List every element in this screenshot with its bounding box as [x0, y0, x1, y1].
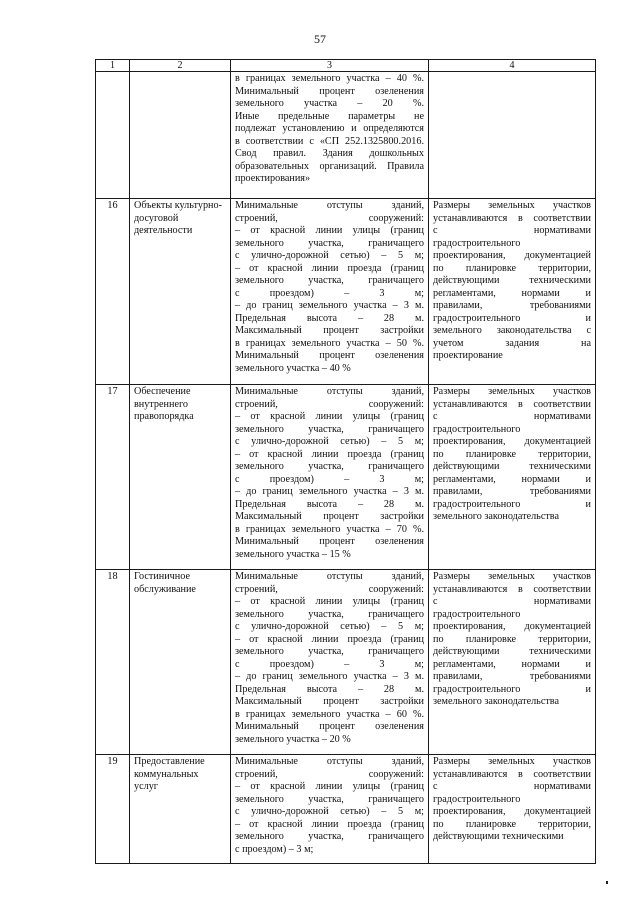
use-name-cell: [130, 755, 231, 864]
row-number-cell: [96, 72, 130, 199]
cell-line: с проездом) – 3 м;: [235, 843, 314, 855]
cell-line: проектирования, документацией: [433, 436, 591, 447]
cell-line: правопорядка: [134, 411, 194, 422]
cell-line: строений, сооружений:: [235, 398, 424, 410]
cell-line: Минимальный процент озеленения: [235, 721, 424, 732]
cell-line: Минимальные отступы зданий,: [235, 571, 424, 582]
table-row: [96, 755, 596, 864]
cell-line: Свод правил. Здания дошкольных: [235, 148, 424, 159]
cell-line: земельного участка, граничащего: [235, 646, 424, 657]
cell-line: Объекты культурно-: [134, 200, 222, 211]
cell-line: в границах земельного участка – 50 %.: [235, 337, 424, 349]
cell-line: действующими техническими: [433, 275, 591, 286]
cell-line: – от красной линии проезда (границ: [235, 633, 424, 645]
table-row: [96, 385, 596, 570]
cell-line: правилами, требованиями: [433, 671, 591, 682]
cell-line: строений, сооружений:: [235, 768, 424, 780]
cell-line: правилами, требованиями: [433, 300, 591, 311]
table-row-continuation: [96, 72, 596, 199]
cell-line: земельного участка – 15 %: [235, 548, 351, 560]
cell-line: Минимальные отступы зданий,: [235, 756, 424, 767]
cell-line: градостроительного и: [433, 312, 591, 324]
cell-line: правилами, требованиями: [433, 486, 591, 497]
cell-line: проектирование: [433, 350, 503, 361]
header-row: [96, 60, 596, 72]
cell-line: в границах земельного участка – 60 %.: [235, 708, 424, 720]
cell-line: проектирования, документацией: [433, 621, 591, 632]
cell-line: градостроительного и: [433, 498, 591, 510]
cell-line: с проездом) – 3 м;: [235, 658, 424, 670]
cell-line: регламентами, нормами и: [433, 658, 591, 670]
cell-line: действующими техническими: [433, 831, 564, 842]
page-number: 57: [314, 32, 326, 46]
cell-line: – от красной линии проезда (границ: [235, 262, 424, 274]
cell-line: земельного законодательства: [433, 511, 559, 522]
cell-line: обслуживание: [134, 583, 196, 595]
parameters-cell: [231, 755, 429, 864]
cell-line: деятельности: [134, 225, 193, 236]
cell-line: земельного участка – 20 %.: [235, 98, 424, 109]
use-name-cell: [130, 385, 231, 570]
cell-line: с улично-дорожной сетью) – 5 м;: [235, 806, 424, 817]
cell-line: земельного участка, граничащего: [235, 831, 424, 842]
cell-line: с нормативами: [433, 596, 591, 607]
cell-line: услуг: [134, 781, 158, 792]
cell-line: по планировке территории,: [433, 448, 591, 460]
row-number-cell: 16: [96, 199, 130, 385]
cell-line: учетом задания на: [433, 337, 591, 349]
cell-line: градостроительного: [433, 237, 521, 249]
cell-line: – до границ земельного участка – 3 м.: [235, 671, 424, 682]
cell-line: Размеры земельных участков: [433, 200, 591, 211]
cell-line: досуговой: [134, 212, 179, 224]
cell-line: проектирования, документацией: [433, 806, 591, 817]
plot-size-cell: [429, 72, 596, 199]
cell-line: регламентами, нормами и: [433, 287, 591, 299]
plot-size-cell: [429, 199, 596, 385]
cell-line: действующими техническими: [433, 646, 591, 657]
cell-line: внутреннего: [134, 398, 188, 410]
cell-line: земельного участка – 40 %: [235, 362, 351, 374]
use-name-cell: [130, 199, 231, 385]
cell-line: градостроительного: [433, 608, 521, 620]
cell-line: – от красной линии улицы (границ: [235, 596, 424, 607]
cell-line: – до границ земельного участка – 3 м.: [235, 300, 424, 311]
cell-line: – до границ земельного участка – 3 м.: [235, 486, 424, 497]
cell-line: – от красной линии проезда (границ: [235, 818, 424, 830]
plot-size-cell: [429, 570, 596, 755]
plot-size-cell: [429, 755, 596, 864]
column-header-1: 1: [96, 60, 130, 72]
cell-line: Минимальный процент озеленения: [235, 85, 424, 97]
cell-line: Размеры земельных участков: [433, 571, 591, 582]
regulations-table: [95, 59, 596, 864]
cell-line: Размеры земельных участков: [433, 386, 591, 397]
use-name-cell: [130, 570, 231, 755]
cell-line: по планировке территории,: [433, 818, 591, 830]
cell-line: Предоставление: [134, 756, 205, 767]
table-row: [96, 570, 596, 755]
cell-line: Минимальные отступы зданий,: [235, 386, 424, 397]
cell-line: градостроительного: [433, 423, 521, 435]
cell-line: земельного законодательства с: [433, 325, 591, 336]
cell-line: устанавливаются в соответствии: [433, 583, 591, 595]
cell-line: земельного участка, граничащего: [235, 275, 424, 286]
cell-line: Размеры земельных участков: [433, 756, 591, 767]
cell-line: устанавливаются в соответствии: [433, 212, 591, 224]
cell-line: земельного законодательства: [433, 696, 559, 707]
cell-line: с проездом) – 3 м;: [235, 473, 424, 485]
cell-line: Минимальный процент озеленения: [235, 536, 424, 547]
parameters-cell: [231, 199, 429, 385]
plot-size-cell: [429, 385, 596, 570]
cell-line: Иные предельные параметры не: [235, 110, 424, 122]
cell-line: Предельная высота – 28 м.: [235, 312, 424, 324]
cell-line: по планировке территории,: [433, 262, 591, 274]
cell-line: действующими техническими: [433, 461, 591, 472]
column-header-2: 2: [130, 60, 231, 72]
use-name-cell: [130, 72, 231, 199]
cell-line: Предельная высота – 28 м.: [235, 498, 424, 510]
column-header-3: 3: [231, 60, 429, 72]
row-number-cell: 19: [96, 755, 130, 864]
cell-line: в границах земельного участка – 40 %.: [235, 73, 424, 84]
cell-line: Минимальный процент озеленения: [235, 350, 424, 361]
cell-line: – от красной линии улицы (границ: [235, 781, 424, 792]
cell-line: земельного участка, граничащего: [235, 793, 424, 805]
cell-line: образовательных организаций. Правила: [235, 160, 424, 172]
cell-line: устанавливаются в соответствии: [433, 398, 591, 410]
cell-line: в соответствии с «СП 252.1325800.2016.: [235, 135, 424, 147]
cell-line: с улично-дорожной сетью) – 5 м;: [235, 436, 424, 447]
cell-line: Максимальный процент застройки: [235, 696, 424, 707]
cell-line: по планировке территории,: [433, 633, 591, 645]
cell-line: устанавливаются в соответствии: [433, 768, 591, 780]
cell-line: проектирования, документацией: [433, 250, 591, 261]
parameters-cell: [231, 570, 429, 755]
cell-line: с нормативами: [433, 781, 591, 792]
cell-line: – от красной линии улицы (границ: [235, 411, 424, 422]
cell-line: с нормативами: [433, 411, 591, 422]
cell-line: коммунальных: [134, 768, 199, 780]
cell-line: земельного участка – 20 %: [235, 733, 351, 745]
cell-line: Максимальный процент застройки: [235, 325, 424, 336]
cell-line: строений, сооружений:: [235, 212, 424, 224]
column-header-4: 4: [429, 60, 596, 72]
cell-line: земельного участка, граничащего: [235, 461, 424, 472]
cell-line: градостроительного: [433, 793, 521, 805]
table-row: [96, 199, 596, 385]
cell-line: земельного участка, граничащего: [235, 608, 424, 620]
cell-line: Предельная высота – 28 м.: [235, 683, 424, 695]
cell-line: Обеспечение: [134, 386, 191, 397]
cell-line: в границах земельного участка – 70 %.: [235, 523, 424, 535]
cell-line: регламентами, нормами и: [433, 473, 591, 485]
cell-line: земельного участка, граничащего: [235, 237, 424, 249]
cell-line: земельного участка, граничащего: [235, 423, 424, 435]
parameters-cell: [231, 385, 429, 570]
row-number-cell: 17: [96, 385, 130, 570]
cell-line: Максимальный процент застройки: [235, 511, 424, 522]
cell-line: – от красной линии улицы (границ: [235, 225, 424, 236]
row-number-cell: 18: [96, 570, 130, 755]
cell-line: – от красной линии проезда (границ: [235, 448, 424, 460]
cell-line: градостроительного и: [433, 683, 591, 695]
cell-line: Минимальные отступы зданий,: [235, 200, 424, 211]
cell-line: с проездом) – 3 м;: [235, 287, 424, 299]
cell-line: с нормативами: [433, 225, 591, 236]
cell-line: с улично-дорожной сетью) – 5 м;: [235, 621, 424, 632]
cell-line: подлежат установлению и определяются: [235, 123, 424, 134]
cell-line: проектирования»: [235, 173, 311, 184]
cell-line: с улично-дорожной сетью) – 5 м;: [235, 250, 424, 261]
scan-speck: [606, 881, 608, 884]
cell-line: строений, сооружений:: [235, 583, 424, 595]
parameters-cell: [231, 72, 429, 199]
cell-line: Гостиничное: [134, 571, 190, 582]
